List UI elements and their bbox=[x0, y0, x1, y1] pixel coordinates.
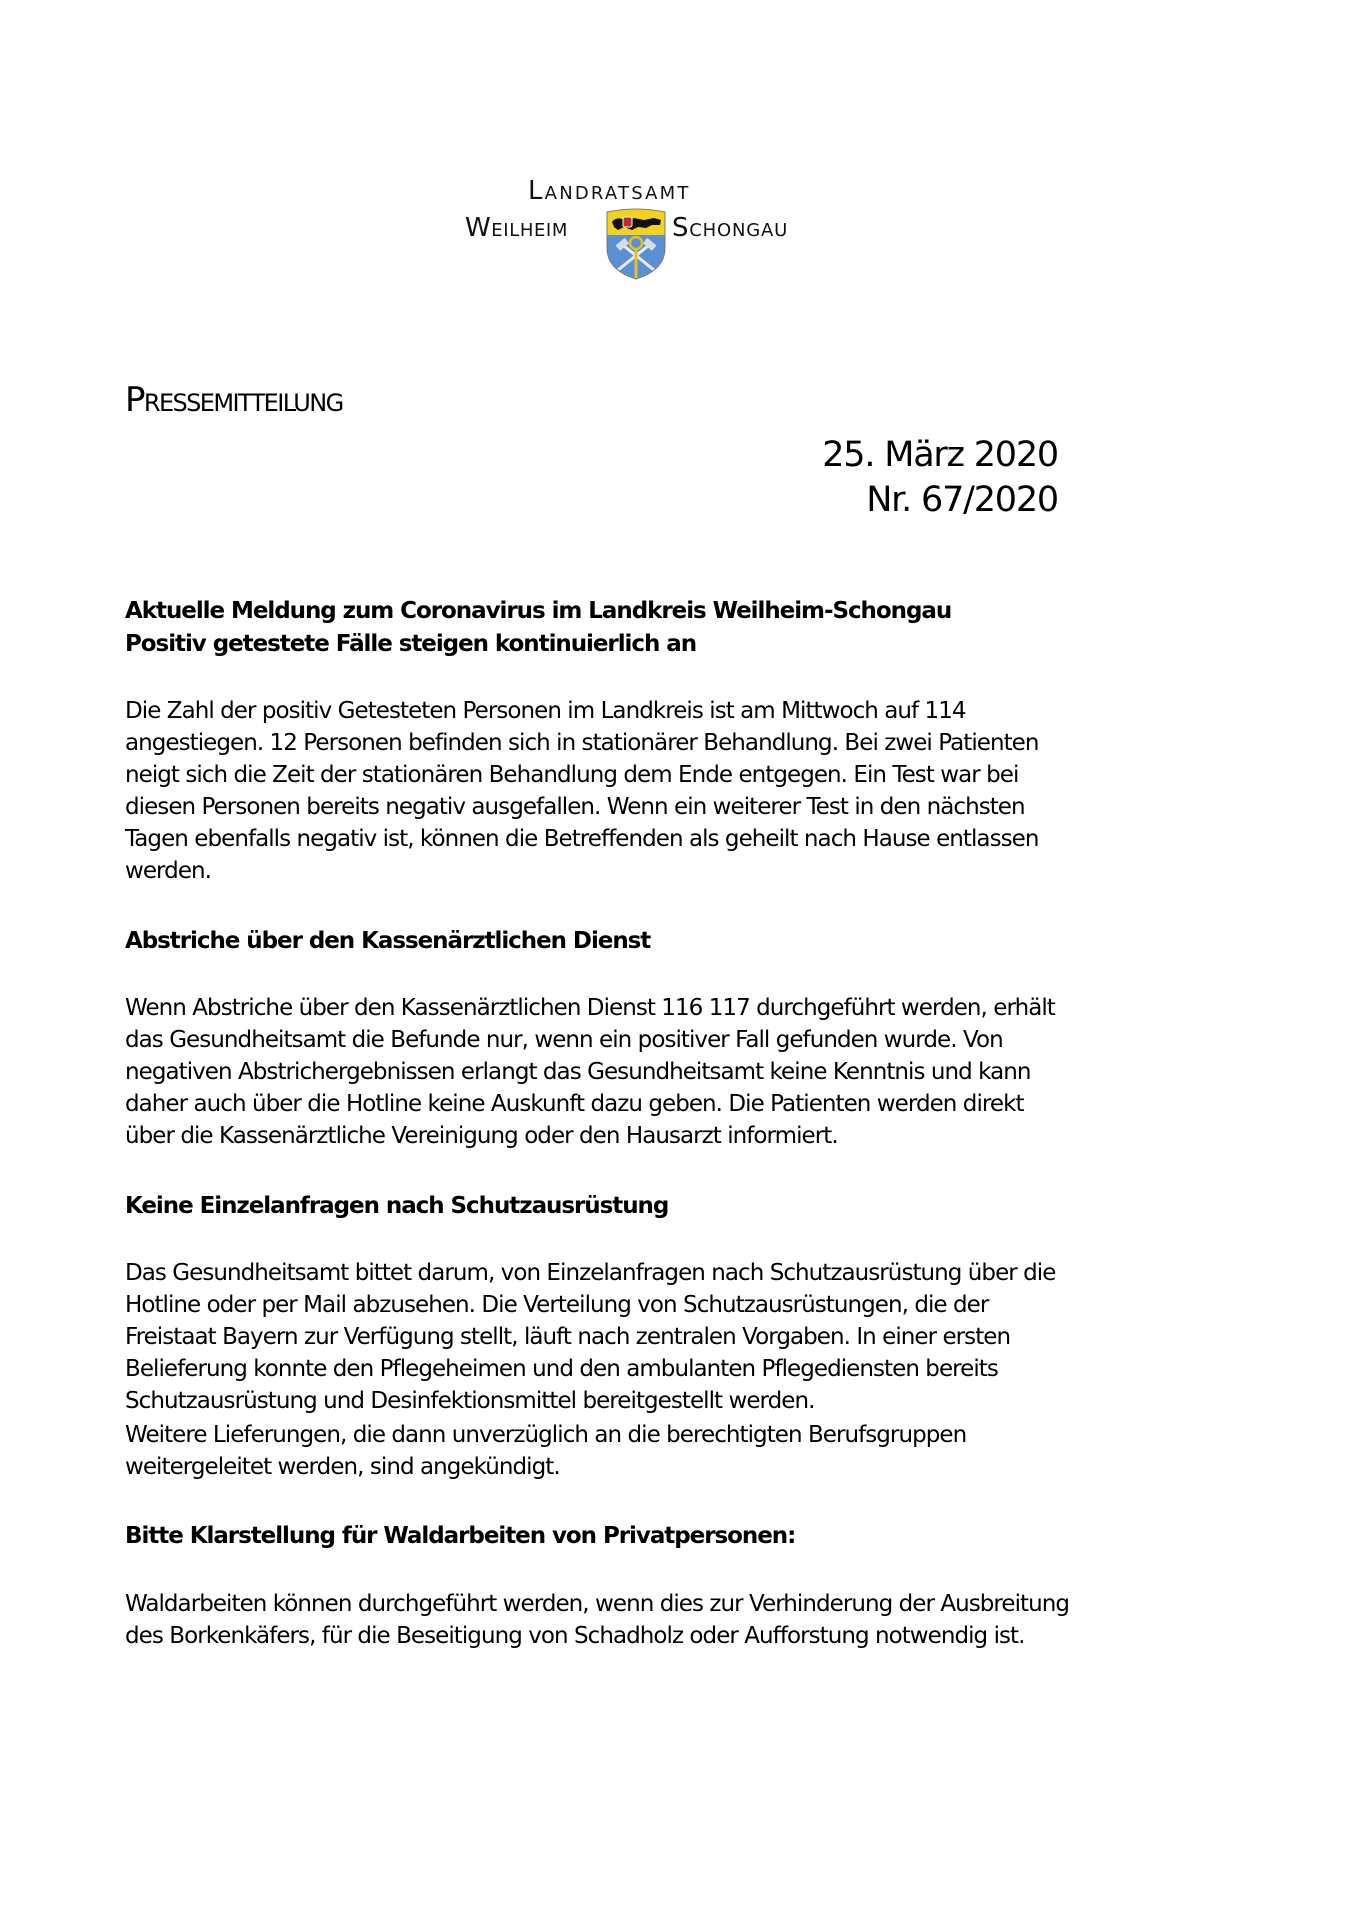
paragraph-line: negativen Abstrichergebnissen erlangt das Gesundheitsamt keine Kenntnis und kann bbox=[125, 1059, 1031, 1085]
letterhead-weilheim: Weilheim bbox=[465, 213, 568, 243]
paragraph-line: Tagen ebenfalls negativ ist, können die Betreffenden als geheilt nach Hause entlassen bbox=[125, 826, 1039, 852]
release-number: Nr. 67/2020 bbox=[866, 480, 1058, 520]
headline-line: Aktuelle Meldung zum Coronavirus im Landkreis Weilheim-Schongau bbox=[125, 598, 952, 624]
paragraph-line: das Gesundheitsamt die Befunde nur, wenn ein positiver Fall gefunden wurde. Von bbox=[125, 1027, 1003, 1053]
paragraph-line: Das Gesundheitsamt bittet darum, von Einzelanfragen nach Schutzausrüstung über die bbox=[125, 1260, 1056, 1286]
paragraph-line: des Borkenkäfers, für die Beseitigung von Schadholz oder Aufforstung notwendig ist. bbox=[125, 1623, 1025, 1649]
paragraph-line: Belieferung konnte den Pflegeheimen und den ambulanten Pflegediensten bereits bbox=[125, 1356, 998, 1382]
paragraph-line: Weitere Lieferungen, die dann unverzüglich an die berechtigten Berufsgruppen bbox=[125, 1422, 967, 1448]
coat-of-arms-icon bbox=[604, 208, 668, 280]
paragraph-line: neigt sich die Zeit der stationären Behandlung dem Ende entgegen. Ein Test war bei bbox=[125, 762, 1019, 788]
letterhead-landratsamt: Landratsamt bbox=[528, 176, 691, 206]
paragraph-line: daher auch über die Hotline keine Auskunft dazu geben. Die Patienten werden direkt bbox=[125, 1091, 1024, 1117]
paragraph-line: weitergeleitet werden, sind angekündigt. bbox=[125, 1454, 560, 1480]
headline-line: Positiv getestete Fälle steigen kontinuierlich an bbox=[125, 631, 697, 657]
section-heading: Keine Einzelanfragen nach Schutzausrüstung bbox=[125, 1193, 669, 1219]
release-date: 25. März 2020 bbox=[822, 435, 1058, 475]
paragraph-line: Wenn Abstriche über den Kassenärztlichen Dienst 116 117 durchgeführt werden, erhält bbox=[125, 995, 1055, 1021]
section-heading: Bitte Klarstellung für Waldarbeiten von Privatpersonen: bbox=[125, 1523, 796, 1549]
paragraph-line: Schutzausrüstung und Desinfektionsmittel bereitgestellt werden. bbox=[125, 1388, 815, 1414]
paragraph-line: über die Kassenärztliche Vereinigung oder den Hausarzt informiert. bbox=[125, 1123, 838, 1149]
paragraph-line: werden. bbox=[125, 858, 212, 884]
paragraph-line: angestiegen. 12 Personen befinden sich in stationärer Behandlung. Bei zwei Patienten bbox=[125, 730, 1039, 756]
paragraph-line: Hotline oder per Mail abzusehen. Die Verteilung von Schutzausrüstungen, die der bbox=[125, 1292, 989, 1318]
paragraph-line: Waldarbeiten können durchgeführt werden, wenn dies zur Verhinderung der Ausbreitung bbox=[125, 1591, 1070, 1617]
letterhead-schongau: Schongau bbox=[672, 213, 789, 243]
paragraph-line: Die Zahl der positiv Getesteten Personen im Landkreis ist am Mittwoch auf 114 bbox=[125, 698, 966, 724]
lion-shield-icon bbox=[623, 217, 632, 227]
paragraph-line: Freistaat Bayern zur Verfügung stellt, läuft nach zentralen Vorgaben. In einer ersten bbox=[125, 1324, 1011, 1350]
document-type-title: Pressemitteilung bbox=[125, 380, 343, 420]
paragraph-line: diesen Personen bereits negativ ausgefallen. Wenn ein weiterer Test in den nächsten bbox=[125, 794, 1025, 820]
section-heading: Abstriche über den Kassenärztlichen Dienst bbox=[125, 928, 651, 954]
